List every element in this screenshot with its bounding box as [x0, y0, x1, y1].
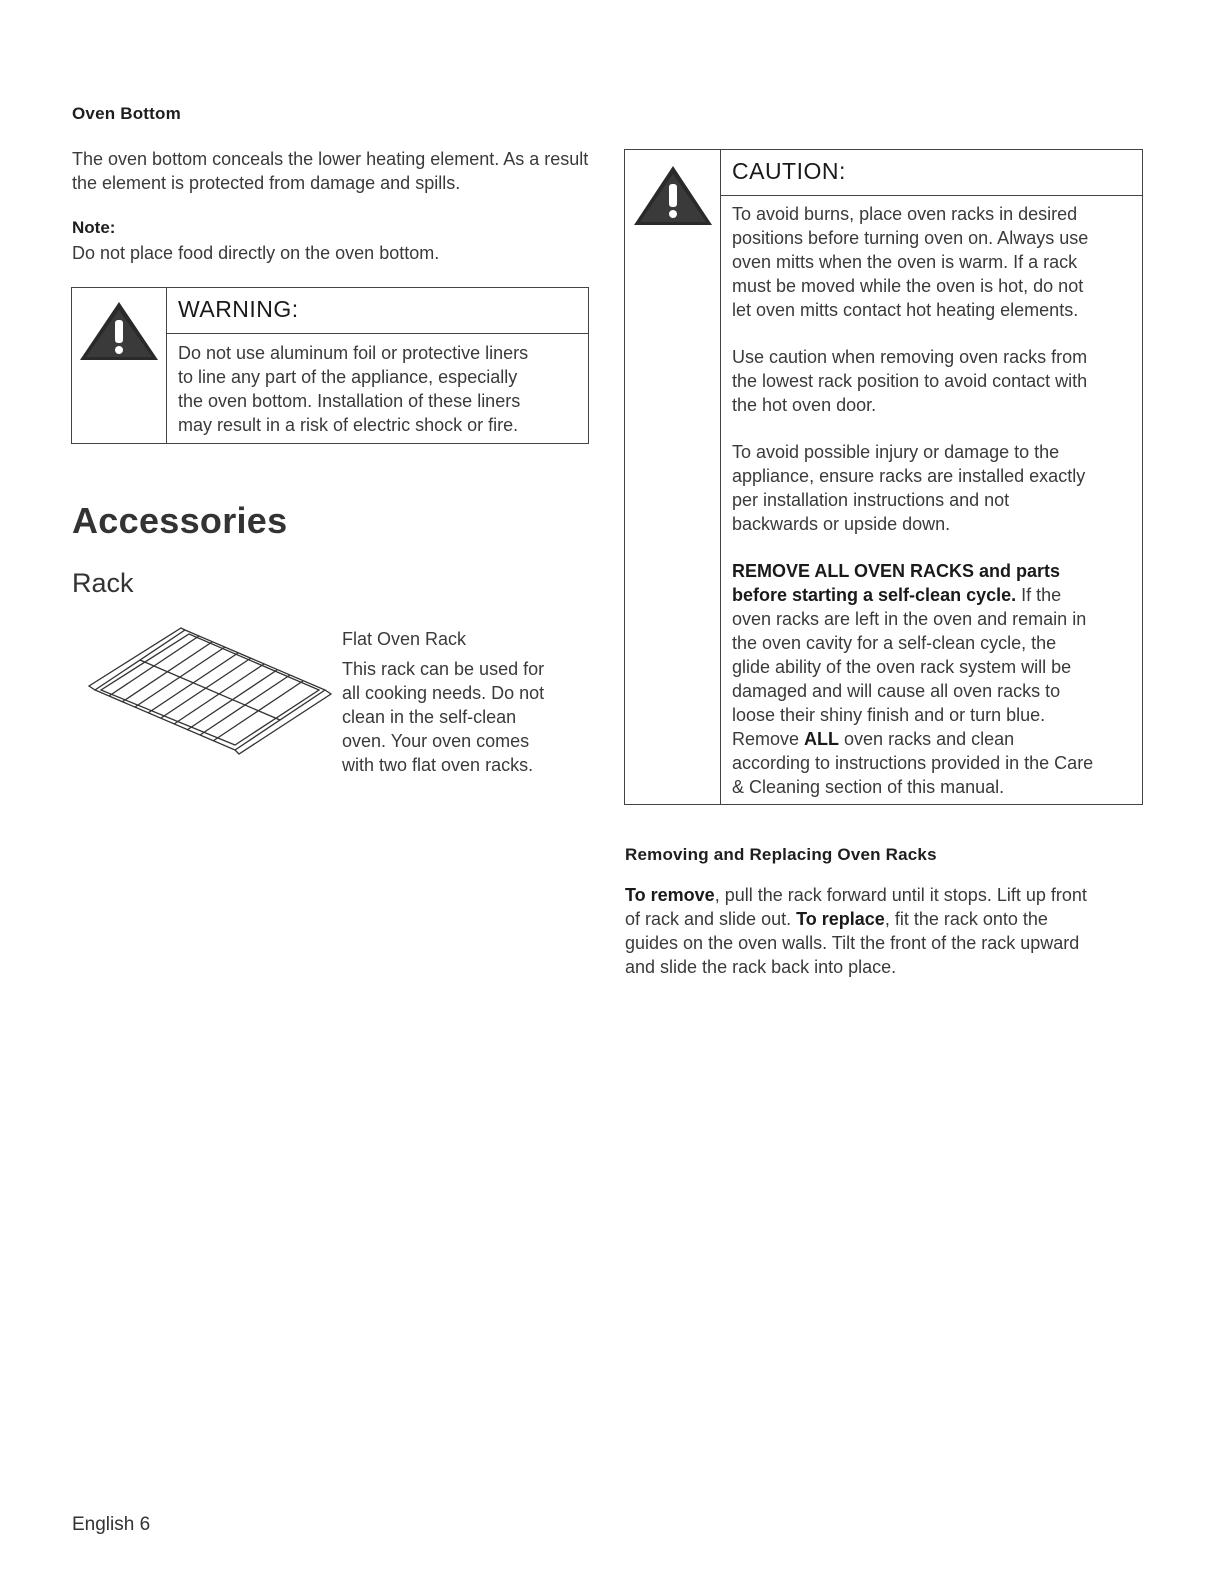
caution-line: according to instructions provided in the Care	[732, 753, 1094, 773]
warning-line: to line any part of the appliance, especially	[178, 367, 518, 387]
oven-bottom-paragraph: The oven bottom conceals the lower heating element. As a result the element is protected from damage and spills.	[72, 149, 589, 193]
removing-paragraph	[625, 883, 1087, 979]
caution-line: let oven mitts contact hot heating elements.	[732, 300, 1079, 320]
rack-line: with two flat oven racks.	[342, 755, 534, 775]
caution-bold-word: ALL	[804, 729, 840, 749]
caution-line: & Cleaning section of this manual.	[732, 777, 1005, 797]
caution-line: the oven cavity for a self-clean cycle, the	[732, 633, 1057, 653]
to-replace-label: To replace	[796, 909, 885, 929]
removing-text: of rack and slide out.	[625, 909, 797, 929]
removing-text: , pull the rack forward until it stops. Lift up front	[714, 885, 1087, 905]
caution-paragraph-3	[732, 440, 1132, 536]
caution-title-cell	[720, 150, 1142, 196]
removing-text: guides on the oven walls. Tilt the front of the rack upward	[625, 933, 1080, 953]
caution-bold-line: before starting a self-clean cycle.	[732, 585, 1017, 605]
caution-line: positions before turning oven on. Always use	[732, 228, 1089, 248]
rack-line: oven. Your oven comes	[342, 731, 530, 751]
caution-box	[624, 149, 1143, 805]
caution-line: loose their shiny finish and or turn blue.	[732, 705, 1046, 725]
warning-box	[71, 287, 589, 444]
caution-bold-line: REMOVE ALL OVEN RACKS and parts	[732, 561, 1061, 581]
warning-line: the oven bottom. Installation of these liners	[178, 391, 521, 411]
caution-triangle-icon	[625, 150, 720, 250]
caution-line: damaged and will cause all oven racks to	[732, 681, 1061, 701]
warning-line: may result in a risk of electric shock or fire.	[178, 415, 519, 435]
caution-icon-cell	[625, 150, 721, 804]
caution-line: oven racks are left in the oven and remain in	[732, 609, 1087, 629]
rack-line: This rack can be used for	[342, 659, 545, 679]
removing-text: , fit the rack onto the	[884, 909, 1048, 929]
caution-line: If the	[1016, 585, 1062, 605]
warning-content	[166, 341, 588, 437]
flat-oven-rack-image	[85, 620, 335, 760]
rack-line: all cooking needs. Do not	[342, 683, 545, 703]
rack-description	[342, 657, 544, 777]
warning-line: Do not use aluminum foil or protective liners	[178, 343, 529, 363]
caution-title: CAUTION:	[732, 158, 846, 184]
warning-icon-cell	[72, 288, 167, 443]
caution-paragraph-4	[732, 559, 1132, 799]
removing-heading: Removing and Replacing Oven Racks	[625, 845, 937, 864]
rack-line: clean in the self-clean	[342, 707, 517, 727]
caution-line: the lowest rack position to avoid contact with	[732, 371, 1088, 391]
caution-line: per installation instructions and not	[732, 490, 1010, 510]
rack-title: Flat Oven Rack	[342, 629, 467, 649]
to-remove-label: To remove	[625, 885, 715, 905]
caution-paragraph-1	[732, 202, 1132, 322]
warning-title: WARNING:	[178, 296, 299, 322]
caution-line: Use caution when removing oven racks from	[732, 347, 1088, 367]
warning-title-cell	[166, 288, 588, 334]
rack-subheading: Rack	[72, 568, 134, 598]
caution-line: To avoid possible injury or damage to the	[732, 442, 1060, 462]
note-label: Note:	[72, 218, 116, 237]
removing-text: and slide the rack back into place.	[625, 957, 897, 977]
caution-line: Remove	[732, 729, 805, 749]
caution-content	[720, 202, 1142, 799]
warning-triangle-icon	[72, 288, 166, 443]
warning-text	[178, 341, 578, 437]
caution-line: must be moved while the oven is hot, do not	[732, 276, 1084, 296]
caution-line: oven mitts when the oven is warm. If a rack	[732, 252, 1078, 272]
note-text: Do not place food directly on the oven bottom.	[72, 243, 440, 263]
accessories-heading: Accessories	[72, 500, 288, 541]
caution-line: appliance, ensure racks are installed exactly	[732, 466, 1086, 486]
caution-paragraph-2	[732, 345, 1132, 417]
page-footer: English 6	[72, 1514, 151, 1535]
caution-line: glide ability of the oven rack system will be	[732, 657, 1072, 677]
caution-line: the hot oven door.	[732, 395, 877, 415]
caution-line: oven racks and clean	[839, 729, 1015, 749]
caution-line: To avoid burns, place oven racks in desired	[732, 204, 1078, 224]
caution-line: backwards or upside down.	[732, 514, 951, 534]
oven-bottom-heading: Oven Bottom	[72, 104, 181, 123]
